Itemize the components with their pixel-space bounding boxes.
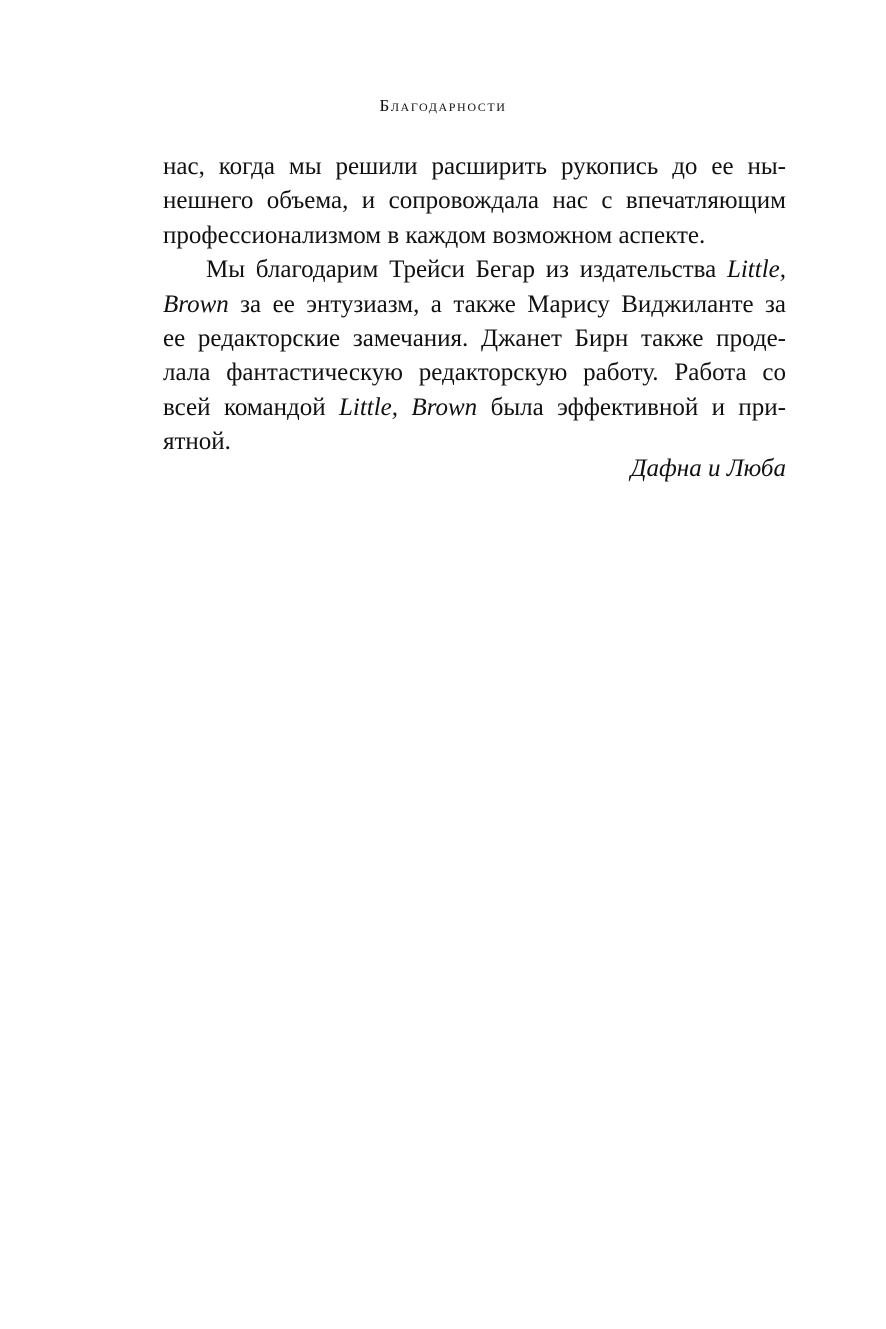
text-line: лала фантастическую редакторскую работу. Работа со	[163, 359, 786, 387]
acknowledgements-text	[163, 150, 786, 460]
text-line: ятной.	[163, 428, 231, 456]
text-line: Мы благодарим Трейси Бегар из издательства Little,	[206, 256, 786, 284]
text-line: нас, когда мы решили расширить рукопись до ее ны-	[163, 153, 786, 180]
running-head: Благодарности	[379, 96, 507, 115]
text-line: Brown за ее энтузиазм, а также Марису Виджиланте за	[163, 290, 786, 318]
text-line: профессионализмом в каждом возможном аспекте.	[163, 221, 706, 249]
text-line: ее редакторские замечания. Джанет Бирн также проде-	[163, 324, 786, 352]
text-line: нешнего объема, и сопровождала нас с впечатляющим	[163, 187, 786, 215]
signature: Дафна и Люба	[630, 455, 786, 482]
text-line: всей командой Little, Brown была эффективной и при-	[163, 393, 786, 421]
